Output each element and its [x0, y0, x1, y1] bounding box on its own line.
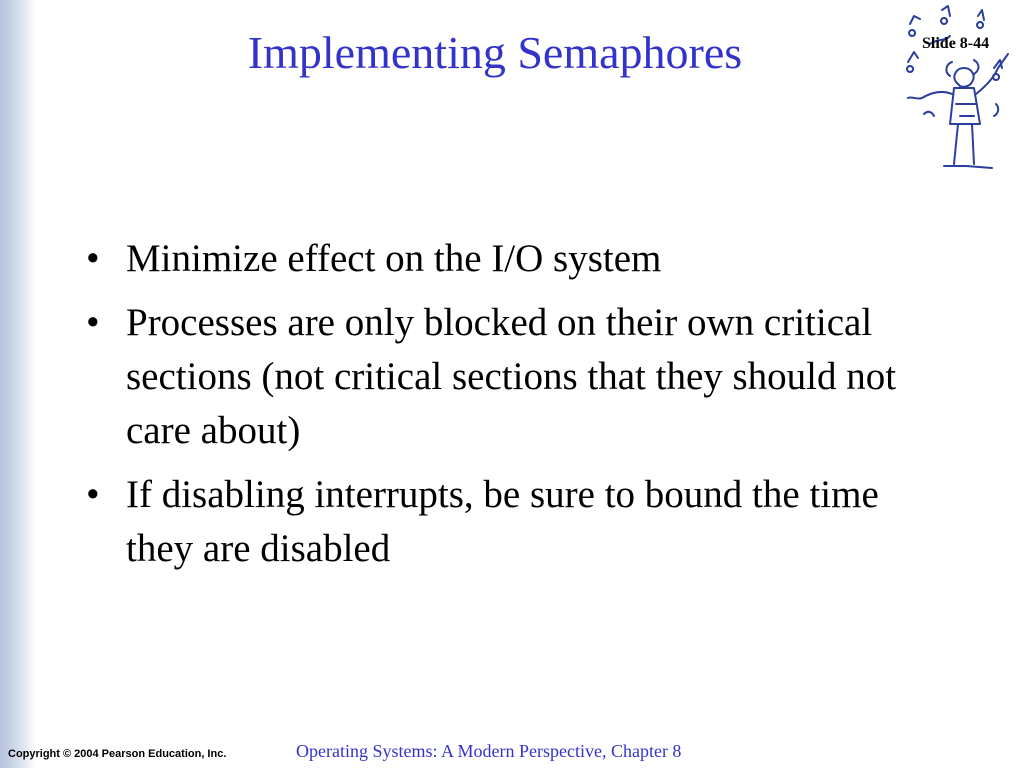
slide-title: Implementing Semaphores — [247, 27, 743, 78]
bullet-dot-icon: • — [86, 473, 100, 516]
footer-chapter: Operating Systems: A Modern Perspective, Chapter 8 — [296, 741, 682, 761]
bullet-text: If disabling interrupts, be sure to bound the time they are disabled — [126, 473, 879, 570]
footer-copyright: Copyright © 2004 Pearson Education, Inc. — [8, 748, 227, 760]
bullet-item — [84, 468, 944, 576]
music-conductor-logo-icon — [900, 4, 1020, 174]
bullet-item — [84, 296, 944, 458]
bullet-list — [84, 232, 944, 586]
bullet-text: Processes are only blocked on their own critical sections (not critical sections that they should not care about) — [126, 301, 897, 452]
bullet-dot-icon: • — [86, 301, 100, 344]
slide-number: Slide 8-44 — [922, 35, 990, 52]
bullet-dot-icon: • — [86, 237, 100, 280]
bullet-text: Minimize effect on the I/O system — [126, 237, 662, 280]
bullet-item — [84, 232, 944, 286]
left-gradient-band — [0, 0, 36, 768]
